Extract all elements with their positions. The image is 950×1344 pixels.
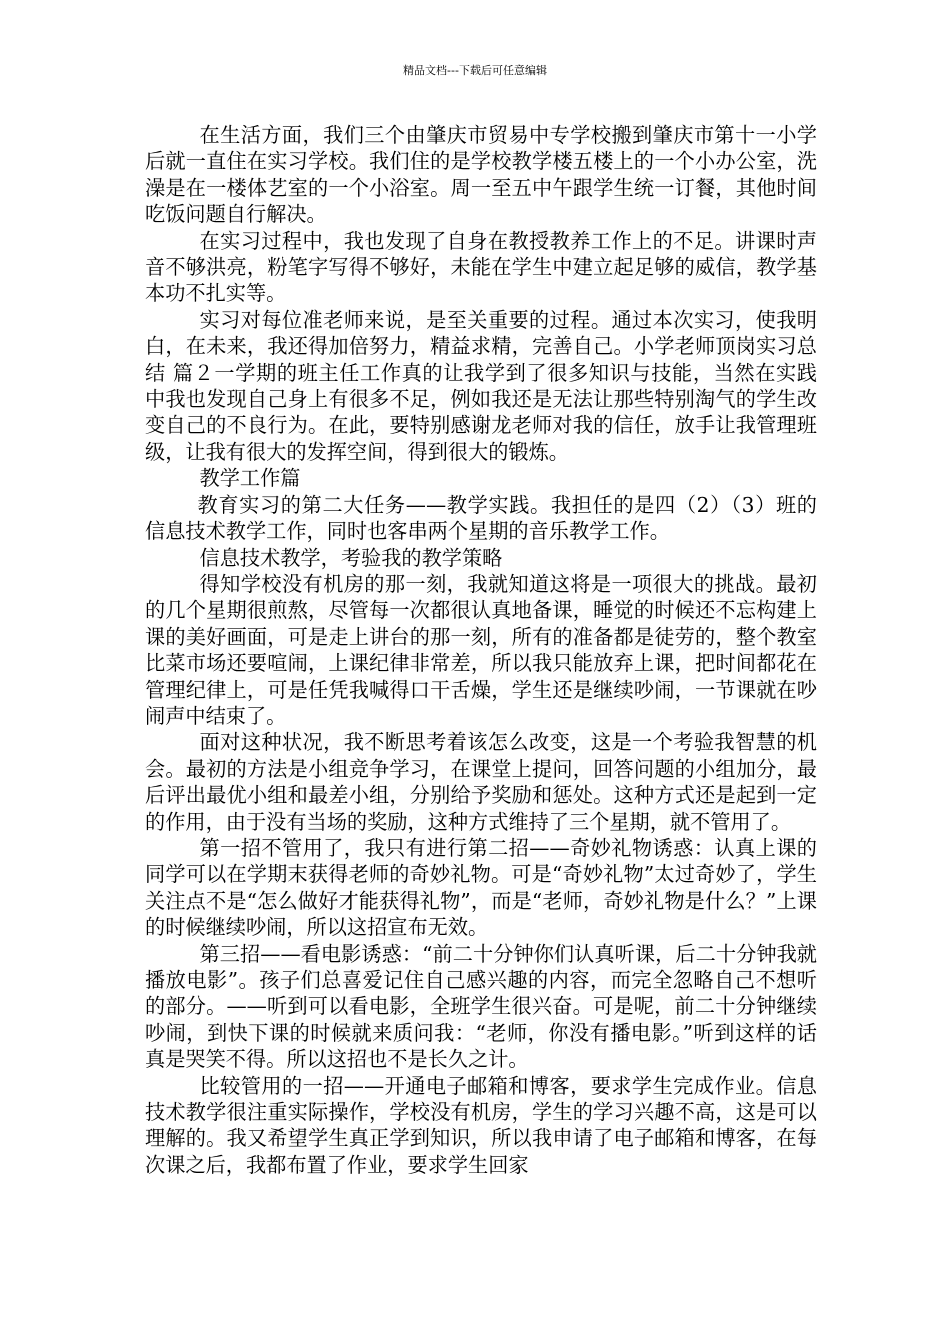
paragraph: 在实习过程中，我也发现了自身在教授教养工作上的不足。讲课时声音不够洪亮，粉笔字写得不够好，未能在学生中建立起足够的威信，教学基本功不扎实等。 — [145, 228, 817, 306]
paragraph: 教育实习的第二大任务——教学实践。我担任的是四（2）（3）班的信息技术教学工作，同时也客串两个星期的音乐教学工作。 — [145, 492, 817, 544]
section-heading: 信息技术教学，考验我的教学策略 — [199, 545, 503, 570]
paragraph: 得知学校没有机房的那一刻，我就知道这将是一项很大的挑战。最初的几个星期很煎熬，尽管每一次都很认真地备课，睡觉的时候还不忘构建上课的美好画面，可是走上讲台的那一刻，所有的准备都是徒劳的，整个教室比菜市场还要喧闹，上课纪律非常差，所以我只能放弃上课，把时间都花在管理纪律上，可是任凭我喊得口干舌燥，学生还是继续吵闹，一节课就在吵闹声中结束了。 — [145, 571, 817, 728]
paragraph: 第一招不管用了，我只有进行第二招——奇妙礼物诱惑：认真上课的同学可以在学期末获得老师的奇妙礼物。可是“奇妙礼物”太过奇妙了，学生关注点不是“怎么做好才能获得礼物”，而是“老师，奇妙礼物是什么？”上课的时候继续吵闹，所以这招宣布无效。 — [145, 835, 817, 940]
paragraph: 在生活方面，我们三个由肇庆市贸易中专学校搬到肇庆市第十一小学后就一直住在实习学校。我们住的是学校教学楼五楼上的一个小办公室，洗澡是在一楼体艺室的一个小浴室。周一至五中午跟学生统一订餐，其他时间吃饭问题自行解决。 — [145, 123, 817, 227]
section-heading: 教学工作篇 — [199, 466, 301, 491]
document-body — [145, 122, 817, 1178]
page-header: 精品文档---下载后可任意编辑 — [403, 64, 547, 77]
paragraph: 比较管用的一招——开通电子邮箱和博客，要求学生完成作业。信息技术教学很注重实际操作，学校没有机房，学生的学习兴趣不高，这是可以理解的。我又希望学生真正学到知识，所以我申请了电子邮箱和博客，在每次课之后，我都布置了作业，要求学生回家 — [145, 1073, 817, 1177]
paragraph: 实习对每位准老师来说，是至关重要的过程。通过本次实习，使我明白，在未来，我还得加倍努力，精益求精，完善自己。小学老师顶岗实习总结 篇２一学期的班主任工作真的让我学到了很多知识与技能，当然在实践中我也发现自己身上有很多不足，例如我还是无法让那些特别淘气的学生改变自己的不良行为。在此，要特别感谢龙老师对我的信任，放手让我管理班级，让我有很大的发挥空间，得到很大的锻炼。 — [145, 307, 817, 464]
paragraph: 面对这种状况，我不断思考着该怎么改变，这是一个考验我智慧的机会。最初的方法是小组竞争学习，在课堂上提问，回答问题的小组加分，最后评出最优小组和最差小组，分别给予奖励和惩处。这种方式还是起到一定的作用，由于没有当场的奖励，这种方式维持了三个星期，就不管用了。 — [145, 730, 817, 834]
paragraph: 第三招——看电影诱惑：“前二十分钟你们认真听课，后二十分钟我就播放电影”。孩子们总喜爱记住自己感兴趣的内容，而完全忽略自己不想听的部分。——听到可以看电影，全班学生很兴奋。可是呢，前二十分钟继续吵闹，到快下课的时候就来质问我：“老师，你没有播电影。”听到这样的话真是哭笑不得。所以这招也不是长久之计。 — [145, 941, 817, 1072]
